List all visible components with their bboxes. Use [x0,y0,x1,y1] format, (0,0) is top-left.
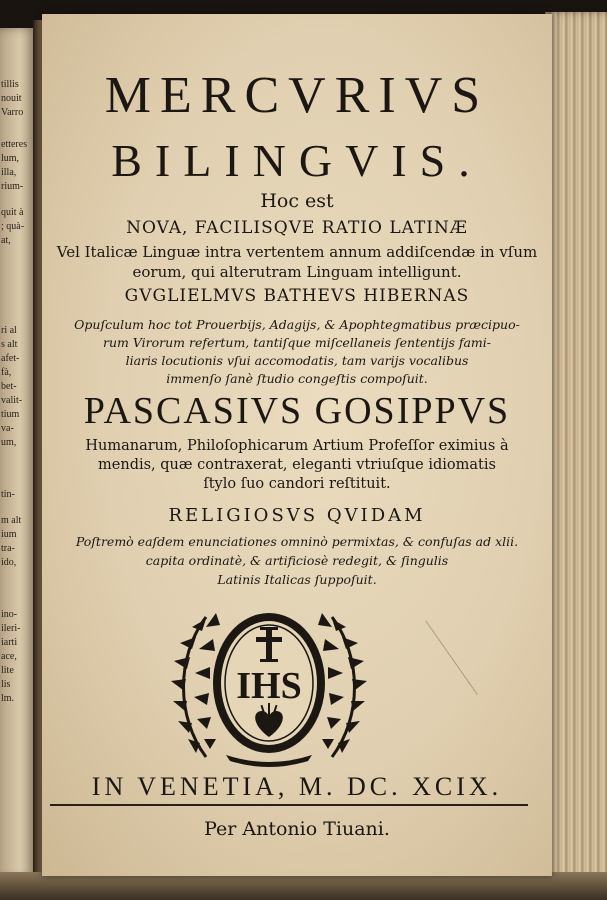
previous-page-text: fà, [1,367,12,378]
page-fore-edge [545,12,607,900]
author-name: GVGLIELMVS BATHEVS HIBERNAS [124,286,470,306]
hoc-est-text: Hoc est [260,190,334,212]
previous-page-text: ileri- [1,623,21,634]
imprint-line: IN VENETIA, M. DC. XCIX. [91,772,503,801]
author-description-line-2: rum Virorum refertum, tantiſque miſcellaneis ſententijs fami- [103,335,491,350]
previous-page-text: bet- [1,381,17,392]
ihs-monogram: IHS [236,665,302,707]
previous-page-text: valit- [1,395,23,406]
religious-description-line-2: capita ordinatè, & artificiosè redegit, & ſingulis [145,553,449,568]
title-page [42,14,552,876]
subtitle-line: NOVA, FACILISQVE RATIO LATINÆ [126,218,468,238]
editor-description-line-3: ſtylo ſuo candori reſtituit. [203,476,391,492]
religious-line: RELIGIOSVS QVIDAM [168,505,426,526]
subtitle-detail-line-2: eorum, qui alterutram Linguam intelligunt. [132,263,462,281]
religious-description-line-3: Latinis Italicas ſuppoſuit. [217,572,377,587]
author-description-line-4: immenſo ſanè ſtudio congeſtis compoſuit. [166,371,428,386]
previous-page-text: lite [1,665,14,676]
previous-page-text: m alt [1,515,22,526]
previous-page-text: va- [1,423,14,434]
previous-page-text: ri al [1,325,20,336]
previous-page-text: ino- [1,609,18,620]
previous-page-text: ium [1,529,17,540]
author-description-line-3: liaris locutionis vſui accomodatis, tam varijs vocalibus [125,353,469,368]
previous-page-text: lum, [1,153,20,164]
book-title-second-line: BILINGVIS. [111,135,483,186]
editor-name: PASCASIVS GOSIPPVS [83,390,511,432]
previous-page-text: tillis [1,79,19,90]
previous-page-text: etteres [1,139,28,150]
previous-page-text: tium [1,409,20,420]
previous-page-text: ; quà- [1,221,25,232]
previous-page-text: at, [1,235,11,246]
previous-page-text: afet- [1,353,20,364]
ihs-emblem-icon [166,597,372,769]
ihs-emblem [166,597,372,769]
previous-page-text: ido, [1,557,17,568]
author-description-line-1: Opuſculum hoc tot Prouerbijs, Adagijs, & Apophtegmatibus præcipuo- [74,317,520,332]
book-cover-edge [0,872,607,900]
subtitle-detail-line-1: Vel Italicæ Linguæ intra vertentem annum addiſcendæ in vſum [56,243,538,261]
previous-page-text: illa, [1,167,17,178]
previous-page-text: Varro [1,107,24,118]
previous-page-text: lm. [1,693,15,704]
previous-page-text: lis [1,679,11,690]
previous-page-text: s alt [1,339,18,350]
imprint-rule [50,804,528,806]
previous-page-text: tin- [1,489,15,500]
previous-page-text: iarti [1,637,18,648]
printer-line: Per Antonio Tiuani. [204,818,390,840]
previous-page-text: rium- [1,181,24,192]
previous-page-text: quit à [1,207,24,218]
previous-page-text: nouit [1,93,22,104]
previous-page-text: tra- [1,543,15,554]
religious-description-line-1: Poſtremò eaſdem enunciationes omninò permixtas, & confuſas ad xlii. [75,534,519,549]
editor-description-line-1: Humanarum, Philoſophicarum Artium Profeſſor eximius à [85,438,509,454]
book-title: MERCVRIVS [104,67,490,124]
previous-page-text: ace, [1,651,17,662]
editor-description-line-2: mendis, quæ contraxerat, eleganti vtriuſque idiomatis [98,457,496,473]
previous-page-fragment [0,28,36,878]
previous-page-text: um, [1,437,17,448]
